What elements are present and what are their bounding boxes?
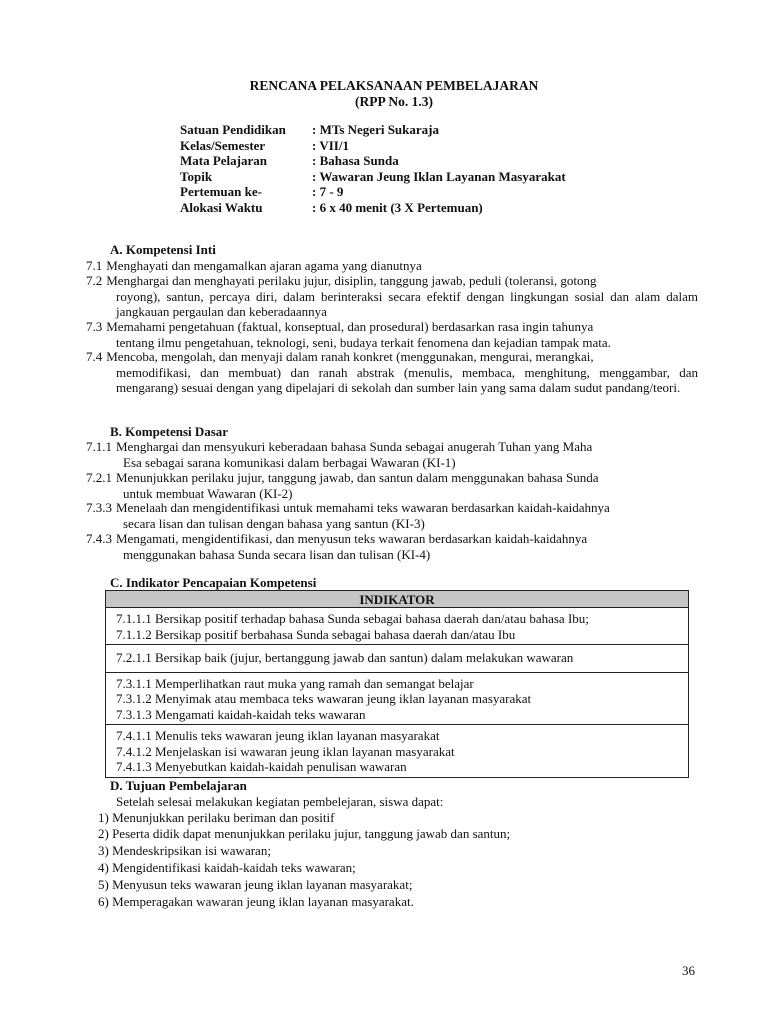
meta-value: : 6 x 40 menit (3 X Pertemuan) — [312, 199, 483, 215]
indicator-line: 7.3.1.3 Mengamati kaidah-kaidah teks wawaran — [116, 706, 366, 722]
ki-text: Menghayati dan mengamalkan ajaran agama yang dianutnya — [106, 258, 422, 273]
kd-item — [86, 439, 698, 470]
ki-item — [86, 258, 698, 274]
kd-item — [86, 470, 698, 501]
indicator-line: 7.1.1.2 Bersikap positif berbahasa Sunda sebagai bahasa daerah dan/atau Ibu — [116, 626, 516, 642]
kd-number: 7.4.3 — [86, 531, 112, 546]
meta-key: Pertemuan ke- — [180, 184, 262, 199]
meta-key: Alokasi Waktu — [180, 199, 263, 215]
kd-text: Menunjukkan perilaku jujur, tanggung jawab, dan santun dalam menggunakan bahasa Sunda — [116, 470, 599, 485]
table-row — [106, 725, 689, 778]
table-header: INDIKATOR — [106, 591, 689, 608]
meta-row — [180, 138, 566, 154]
meta-value: : VII/1 — [312, 137, 349, 153]
meta-key: Kelas/Semester — [180, 137, 266, 153]
indicator-line: 7.4.1.2 Menjelaskan isi wawaran jeung iklan layanan masyarakat — [116, 743, 455, 759]
meta-row — [180, 169, 566, 185]
ki-item — [86, 319, 698, 350]
kd-number: 7.2.1 — [86, 470, 112, 485]
section-d-heading: D. Tujuan Pembelajaran — [110, 778, 247, 793]
kd-text: Menelaah dan mengidentifikasi untuk memahami teks wawaran berdasarkan kaidah-kaidahnya — [116, 500, 610, 515]
indicator-table — [105, 590, 689, 778]
kd-item — [86, 531, 698, 562]
kd-text-continued: untuk membuat Wawaran (KI-2) — [123, 485, 293, 501]
section-a-heading: A. Kompetensi Inti — [110, 242, 216, 257]
indicator-line: 7.1.1.1 Bersikap positif terhadap bahasa Sunda sebagai bahasa daerah dan/atau bahasa Ibu; — [116, 611, 589, 626]
ki-number: 7.3 — [86, 319, 103, 334]
kd-number: 7.3.3 — [86, 500, 112, 515]
meta-row — [180, 122, 566, 138]
table-row — [106, 608, 689, 645]
table-cell — [106, 645, 689, 673]
meta-value: : 7 - 9 — [312, 184, 344, 199]
table-cell — [106, 608, 689, 645]
goal-item: 5) Menyusun teks wawaran jeung iklan layanan masyarakat; — [98, 877, 413, 892]
indicator-line: 7.4.1.1 Menulis teks wawaran jeung iklan layanan masyarakat — [116, 728, 440, 743]
meta-value: : MTs Negeri Sukaraja — [312, 122, 439, 137]
meta-row — [180, 200, 566, 216]
ki-number: 7.4 — [86, 349, 103, 364]
kd-text: Menghargai dan mensyukuri keberadaan bahasa Sunda sebagai anugerah Tuhan yang Maha — [116, 439, 593, 454]
table-row — [106, 672, 689, 725]
ki-text-continued: royong), santun, percaya diri, dalam berinteraksi secara efektif dengan lingkungan sosial dan alam dalam jangkauan pergaulan dan keberadaannya — [116, 288, 698, 319]
kd-text-continued: Esa sebagai sarana komunikasi dalam berbagai Wawaran (KI-1) — [123, 454, 456, 470]
ki-number: 7.2 — [86, 273, 103, 288]
kd-number: 7.1.1 — [86, 439, 112, 454]
ki-text-continued: memodifikasi, dan membuat) dan ranah abstrak (menulis, membaca, menghitung, menggambar, dan mengarang) sesuai dengan yang dipelajari di sekolah dan sumber lain yang sama dalam sudut pandang/teori. — [116, 364, 698, 395]
identity-block — [180, 122, 566, 215]
kd-item — [86, 500, 698, 531]
ki-number: 7.1 — [86, 258, 103, 273]
meta-key: Satuan Pendidikan — [180, 122, 286, 137]
goal-item: 3) Mendeskripsikan isi wawaran; — [98, 843, 271, 858]
goal-intro: Setelah selesai melakukan kegiatan pembelejaran, siswa dapat: — [116, 794, 444, 809]
meta-key: Mata Pelajaran — [180, 153, 268, 168]
kd-text: Mengamati, mengidentifikasi, dan menyusun teks wawaran berdasarkan kaidah-kaidahnya — [116, 531, 588, 546]
table-row — [106, 645, 689, 673]
document-subtitle: (RPP No. 1.3) — [355, 94, 433, 109]
kd-text-continued: menggunakan bahasa Sunda secara lisan dan tulisan (KI-4) — [123, 546, 431, 562]
ki-item — [86, 273, 698, 320]
table-cell — [106, 672, 689, 725]
page-number: 36 — [682, 963, 695, 978]
section-c-heading: C. Indikator Pencapaian Kompetensi — [110, 575, 317, 590]
goal-item: 1) Menunjukkan perilaku beriman dan positif — [98, 810, 335, 825]
document-title: RENCANA PELAKSANAAN PEMBELAJARAN — [249, 78, 539, 93]
table-cell — [106, 725, 689, 778]
meta-row — [180, 184, 566, 200]
goal-item: 2) Peserta didik dapat menunjukkan perilaku jujur, tanggung jawab dan santun; — [98, 826, 511, 841]
indicator-line: 7.4.1.3 Menyebutkan kaidah-kaidah penulisan wawaran — [116, 759, 407, 774]
ki-text-continued: tentang ilmu pengetahuan, teknologi, seni, budaya terkait fenomena dan kejadian tampak mata. — [116, 334, 611, 350]
section-b-heading: B. Kompetensi Dasar — [110, 424, 229, 439]
ki-text: Mencoba, mengolah, dan menyaji dalam ranah konkret (menggunakan, mengurai, merangkai, — [106, 349, 594, 364]
indicator-line: 7.3.1.2 Menyimak atau membaca teks wawaran jeung iklan layanan masyarakat — [116, 691, 532, 706]
meta-key: Topik — [180, 168, 213, 184]
goal-item: 6) Memperagakan wawaran jeung iklan layanan masyarakat. — [98, 894, 414, 909]
kd-text-continued: secara lisan dan tulisan dengan bahasa yang santun (KI-3) — [123, 515, 425, 531]
ki-text: Menghargai dan menghayati perilaku jujur, disiplin, tanggung jawab, peduli (toleransi, gotong — [106, 273, 597, 288]
meta-row — [180, 153, 566, 169]
meta-value: : Wawaran Jeung Iklan Layanan Masyarakat — [312, 168, 566, 184]
indicator-line: 7.3.1.1 Memperlihatkan raut muka yang ramah dan semangat belajar — [116, 675, 474, 691]
ki-text: Memahami pengetahuan (faktual, konseptual, dan prosedural) berdasarkan rasa ingin tahunya — [106, 319, 594, 334]
meta-value: : Bahasa Sunda — [312, 153, 399, 168]
ki-item — [86, 349, 698, 396]
goal-item: 4) Mengidentifikasi kaidah-kaidah teks wawaran; — [98, 860, 356, 875]
indicator-line: 7.2.1.1 Bersikap baik (jujur, bertanggung jawab dan santun) dalam melakukan wawaran — [116, 650, 574, 665]
